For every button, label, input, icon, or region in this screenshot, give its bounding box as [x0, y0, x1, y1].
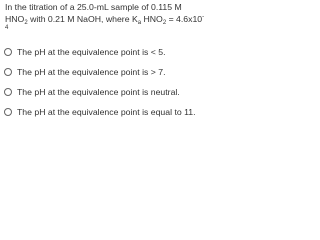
- exponent-sign: -: [202, 14, 205, 20]
- option-4[interactable]: [4, 102, 198, 122]
- question-text-mid: with 0.21 M NaOH, where K: [27, 14, 138, 24]
- option-label: The pH at the equivalence point is > 7.: [17, 67, 166, 77]
- option-label: The pH at the equivalence point is neutral.: [17, 87, 180, 97]
- subscript-2-ka: 2: [162, 20, 167, 26]
- radio-button-icon[interactable]: [4, 88, 12, 96]
- option-2[interactable]: [4, 62, 198, 82]
- ka-value: = 4.6x10: [166, 14, 203, 24]
- radio-button-icon[interactable]: [4, 68, 12, 76]
- option-1[interactable]: [4, 42, 198, 62]
- option-label: The pH at the equivalence point is < 5.: [17, 47, 166, 57]
- option-3[interactable]: [4, 82, 198, 102]
- exponent-value: 4: [5, 25, 9, 31]
- question-text: [5, 2, 205, 33]
- question-line-1: In the titration of a 25.0-mL sample of 0.115 M: [5, 2, 182, 12]
- question-line-2: [5, 12, 205, 26]
- formula-hno2: HNO: [5, 14, 25, 24]
- formula-hno2-ka: HNO: [141, 14, 163, 24]
- option-label: The pH at the equivalence point is equal to 11.: [17, 107, 196, 117]
- subscript-a: a: [137, 20, 142, 26]
- subscript-2: 2: [24, 20, 28, 26]
- answer-options: [4, 42, 198, 122]
- radio-button-icon[interactable]: [4, 48, 12, 56]
- radio-button-icon[interactable]: [4, 108, 12, 116]
